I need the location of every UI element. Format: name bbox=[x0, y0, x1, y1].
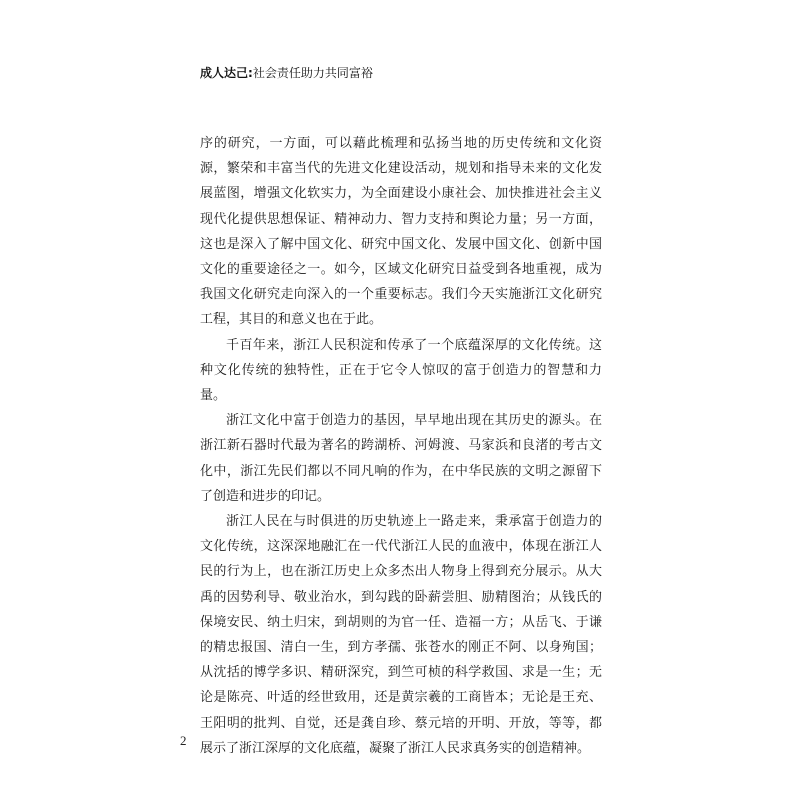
header-title-rest: 社会责任助力共同富裕 bbox=[252, 66, 373, 80]
paragraph-2: 千百年来，浙江人民积淀和传承了一个底蕴深厚的文化传统。这种文化传统的独特性，正在于它令人惊叹的富于创造力的智慧和力量。 bbox=[200, 337, 602, 404]
running-header bbox=[200, 64, 373, 81]
header-title-bold: 成人达己: bbox=[200, 66, 253, 80]
page-number: 2 bbox=[180, 733, 187, 748]
paragraph-3: 浙江文化中富于创造力的基因，早早地出现在其历史的源头。在浙江新石器时代最为著名的跨湖桥、河姆渡、马家浜和良渚的考古文化中，浙江先民们都以不同凡响的作为，在中华民族的文明之源留下了创造和进步的印记。 bbox=[200, 413, 602, 504]
body-text bbox=[200, 131, 602, 761]
paragraph-4: 浙江人民在与时俱进的历史轨迹上一路走来，秉承富于创造力的文化传统，这深深地融汇在一代代浙江人民的血液中，体现在浙江人民的行为上，也在浙江历史上众多杰出人物身上得到充分展示。从大禹的因势利导、敬业治水，到勾践的卧薪尝胆、励精图治；从钱氏的保境安民、纳土归宋，到胡则的为官一任、造福一方；从岳飞、于谦的精忠报国、清白一生，到方孝孺、张苍水的刚正不阿、以身殉国；从沈括的博学多识、精研深究，到竺可桢的科学救国、求是一生；无论是陈亮、叶适的经世致用，还是黄宗羲的工商皆本；无论是王充、王阳明的批判、自觉，还是龚自珍、蔡元培的开明、开放，等等，都展示了浙江深厚的文化底蕴，凝聚了浙江人民求真务实的创造精神。 bbox=[200, 514, 602, 756]
paragraph-1: 序的研究，一方面，可以藉此梳理和弘扬当地的历史传统和文化资源，繁荣和丰富当代的先进文化建设活动，规划和指导未来的文化发展蓝图，增强文化软实力，为全面建设小康社会、加快推进社会主义现代化提供思想保证、精神动力、智力支持和舆论力量；另一方面，这也是深入了解中国文化、研究中国文化、发展中国文化、创新中国文化的重要途径之一。如今，区域文化研究日益受到各地重视，成为我国文化研究走向深入的一个重要标志。我们今天实施浙江文化研究工程，其目的和意义也在于此。 bbox=[200, 136, 602, 328]
